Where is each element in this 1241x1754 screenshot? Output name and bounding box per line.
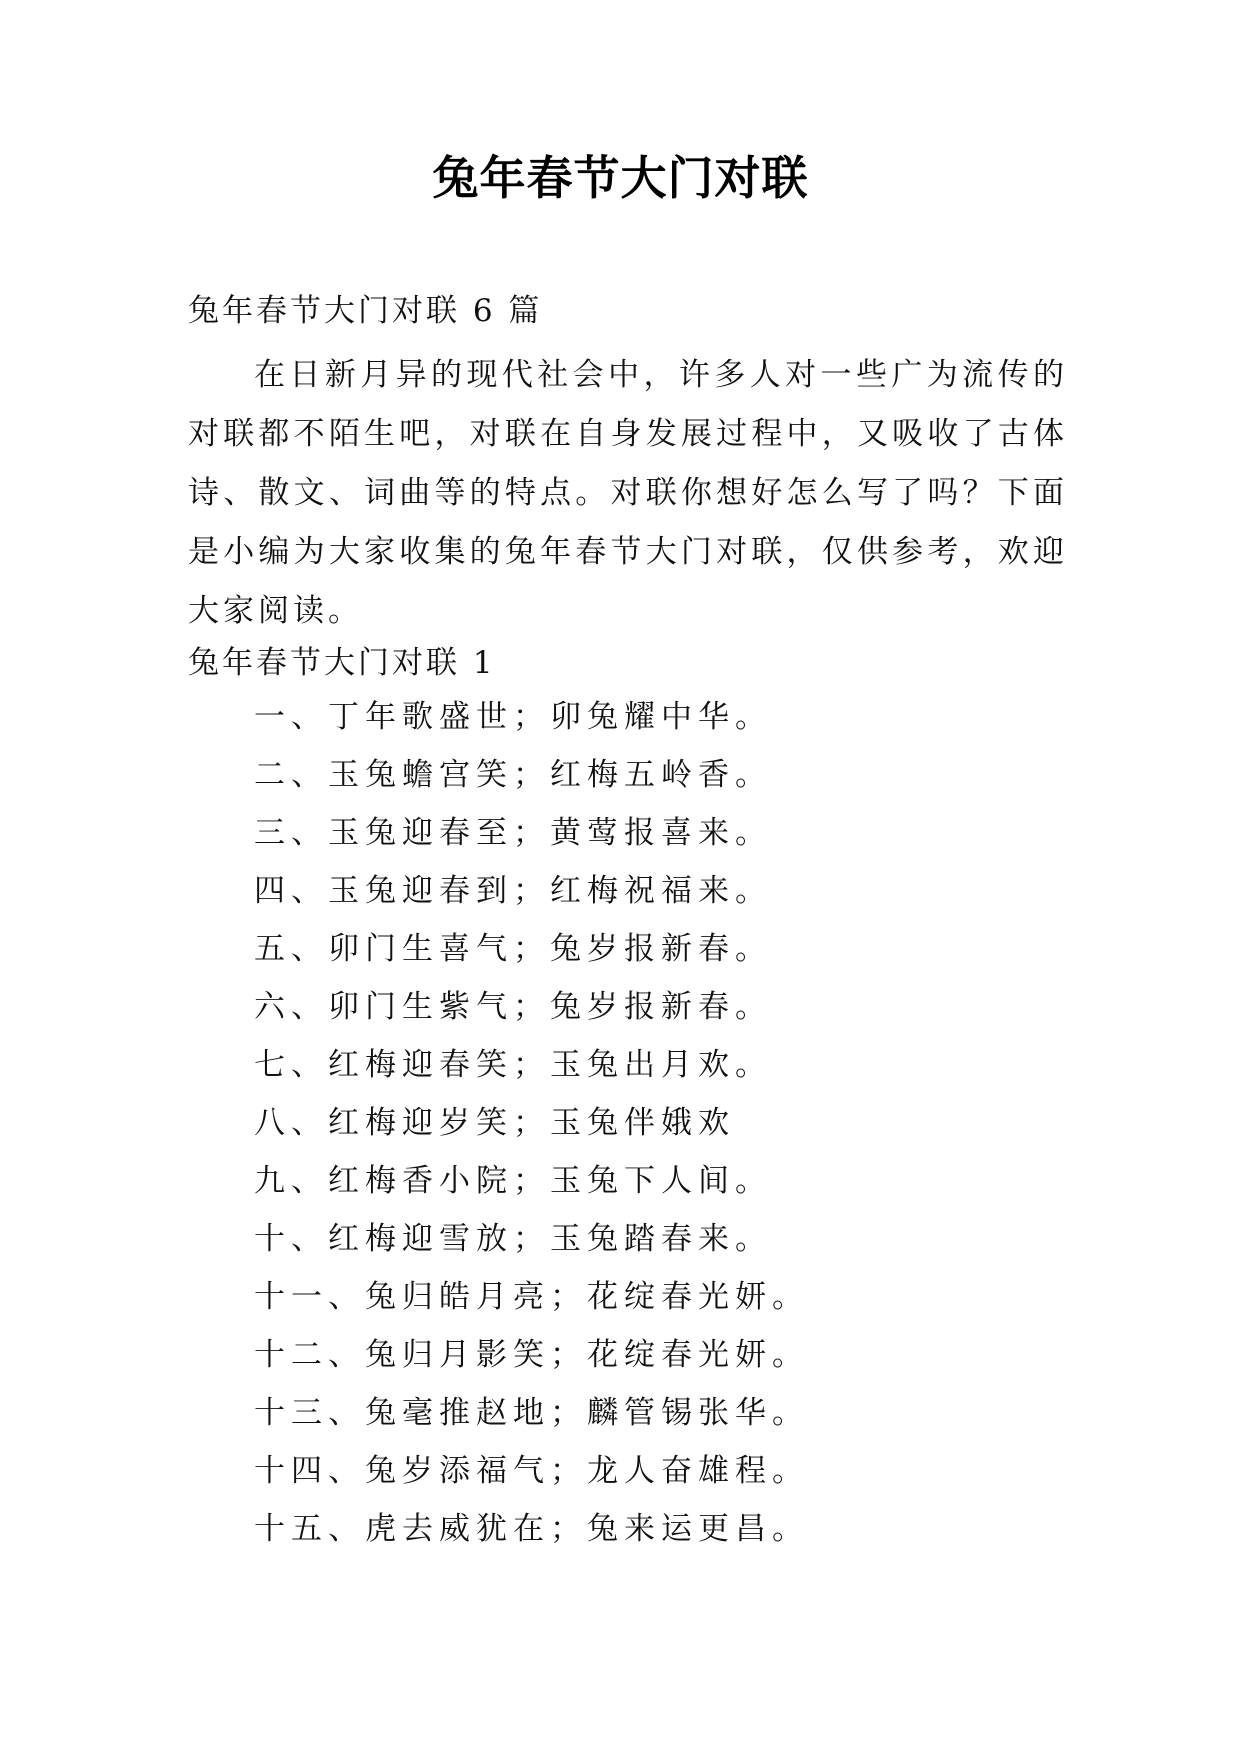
couplet-item: 八、红梅迎岁笑；玉兔伴娥欢 xyxy=(254,1105,735,1141)
couplet-item: 九、红梅香小院；玉兔下人间。 xyxy=(254,1163,772,1199)
couplet-item: 十二、兔归月影笑；花绽春光妍。 xyxy=(254,1337,809,1373)
document-subtitle: 兔年春节大门对联 6 篇 xyxy=(188,293,543,329)
couplet-item: 十一、兔归皓月亮；花绽春光妍。 xyxy=(254,1279,809,1315)
couplet-item: 十五、虎去威犹在；兔来运更昌。 xyxy=(254,1511,809,1547)
couplet-item: 三、玉兔迎春至；黄莺报喜来。 xyxy=(254,815,772,851)
couplet-item: 六、卯门生紫气；兔岁报新春。 xyxy=(254,989,772,1025)
couplet-item: 四、玉兔迎春到；红梅祝福来。 xyxy=(254,873,772,909)
intro-paragraph: 在日新月异的现代社会中，许多人对一些广为流传的对联都不陌生吧，对联在自身发展过程中，又吸收了古体诗、散文、词曲等的特点。对联你想好怎么写了吗？下面是小编为大家收集的兔年春节大门对联，仅供参考，欢迎大家阅读。 xyxy=(188,357,1068,629)
page-title: 兔年春节大门对联 xyxy=(432,151,809,205)
couplet-item: 十三、兔毫推赵地；麟管锡张华。 xyxy=(254,1395,809,1431)
couplet-list xyxy=(254,696,809,1566)
couplet-item: 七、红梅迎春笑；玉兔出月欢。 xyxy=(254,1047,772,1083)
couplet-item: 十四、兔岁添福气；龙人奋雄程。 xyxy=(254,1453,809,1489)
section-heading: 兔年春节大门对联 1 xyxy=(188,645,496,681)
couplet-item: 二、玉兔蟾宫笑；红梅五岭香。 xyxy=(254,757,772,793)
couplet-item: 十、红梅迎雪放；玉兔踏春来。 xyxy=(254,1221,772,1257)
couplet-item: 五、卯门生喜气；兔岁报新春。 xyxy=(254,931,772,967)
couplet-item: 一、丁年歌盛世；卯兔耀中华。 xyxy=(254,699,772,735)
